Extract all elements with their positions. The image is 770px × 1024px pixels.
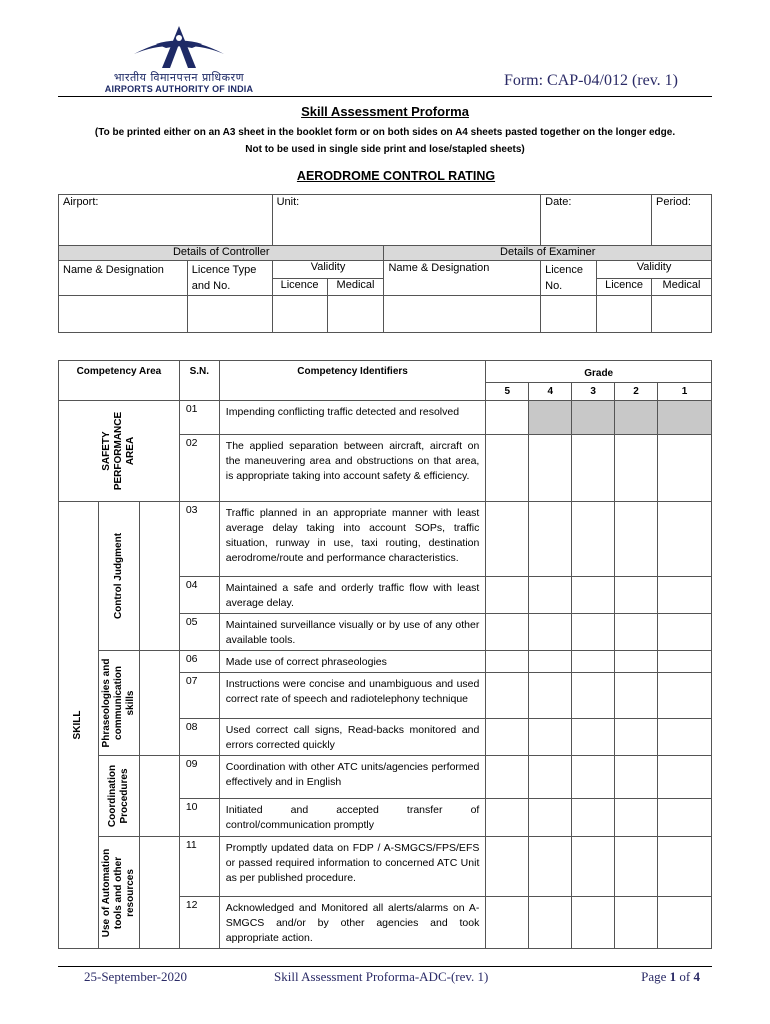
row-10-grade-5[interactable] [486, 799, 529, 837]
row-07-grade-4[interactable] [529, 673, 572, 719]
date-label: Date: [545, 196, 572, 208]
form-number: Form: CAP-04/012 (rev. 1) [503, 72, 678, 89]
examiner-validity-label: Validity [597, 261, 712, 279]
phraseologies-label: Phraseologies and communication skills [98, 651, 139, 756]
competency-table [58, 360, 712, 949]
row-09-grade-3[interactable] [572, 756, 615, 799]
aai-emblem-icon [132, 24, 226, 70]
row-04-grade-1[interactable] [658, 577, 712, 614]
grade-4-header: 4 [529, 383, 572, 401]
competency-area-header: Competency Area [59, 361, 180, 401]
row-01-grade-4[interactable] [529, 401, 572, 435]
row-02-identifier: The applied separation between aircraft, aircraft on the maneuvering area and obstructions on that area, is appropriate taking into account safety & efficiency. [219, 435, 486, 502]
row-10-grade-4[interactable] [529, 799, 572, 837]
row-09-identifier: Coordination with other ATC units/agencies performed effectively and in English [219, 756, 486, 799]
row-11-sn: 11 [179, 837, 219, 897]
airport-field[interactable] [59, 195, 273, 246]
skill-area-label: SKILL [59, 502, 99, 949]
row-02-grade-5[interactable] [486, 435, 529, 502]
period-field[interactable] [652, 195, 712, 246]
row-03-identifier: Traffic planned in an appropriate manner with least average delay taking into account SOPs, traffic situation, runway in use, taxi routing, destination aerodrome/route and performance characteristics. [219, 502, 486, 577]
row-05-identifier: Maintained surveillance visually or by use of any other available tools. [219, 614, 486, 651]
examiner-licence-input[interactable] [541, 296, 597, 333]
row-05-grade-3[interactable] [572, 614, 615, 651]
row-04-grade-2[interactable] [615, 577, 658, 614]
row-08-sn: 08 [179, 719, 219, 756]
row-01-grade-1[interactable] [658, 401, 712, 435]
row-03-grade-5[interactable] [486, 502, 529, 577]
automation-spacer [139, 837, 179, 949]
footer-document-name: Skill Assessment Proforma-ADC-(rev. 1) [274, 969, 489, 984]
page-title: Skill Assessment Proforma [301, 104, 469, 119]
footer-date: 25-September-2020 [84, 969, 187, 984]
row-08-identifier: Used correct call signs, Read-backs monitored and errors corrected quickly [219, 719, 486, 756]
row-05-grade-5[interactable] [486, 614, 529, 651]
examiner-details-header: Details of Examiner [384, 246, 712, 261]
row-11-identifier: Promptly updated data on FDP / A-SMGCS/FPS/EFS or passed required information to concerned ATC Unit as per published procedure. [219, 837, 486, 897]
controller-details-header: Details of Controller [59, 246, 384, 261]
row-09-grade-5[interactable] [486, 756, 529, 799]
row-04-grade-3[interactable] [572, 577, 615, 614]
controller-validity-label: Validity [272, 261, 384, 279]
row-05-grade-2[interactable] [615, 614, 658, 651]
row-02-grade-2[interactable] [615, 435, 658, 502]
header-divider [58, 96, 712, 97]
row-09-grade-4[interactable] [529, 756, 572, 799]
row-08-grade-3[interactable] [572, 719, 615, 756]
row-04-grade-5[interactable] [486, 577, 529, 614]
row-02-grade-1[interactable] [658, 435, 712, 502]
row-11-grade-3[interactable] [572, 837, 615, 897]
row-04-identifier: Maintained a safe and orderly traffic flow with least average delay. [219, 577, 486, 614]
row-12-grade-5[interactable] [486, 897, 529, 949]
details-table [58, 194, 712, 333]
row-01-grade-5[interactable] [486, 401, 529, 435]
row-07-grade-3[interactable] [572, 673, 615, 719]
controller-licence-validity-input[interactable] [272, 296, 327, 333]
row-08-grade-1[interactable] [658, 719, 712, 756]
row-08-grade-2[interactable] [615, 719, 658, 756]
unit-label: Unit: [276, 196, 300, 208]
coordination-procedures-label: Coordination Procedures [98, 756, 139, 837]
examiner-medical-validity-input[interactable] [652, 296, 712, 333]
row-03-grade-1[interactable] [658, 502, 712, 577]
row-12-identifier: Acknowledged and Monitored all alerts/alarms on A-SMGCS and/or by other agencies and took appropriate action. [219, 897, 486, 949]
row-03-sn: 03 [179, 502, 219, 577]
row-07-grade-2[interactable] [615, 673, 658, 719]
row-11-grade-1[interactable] [658, 837, 712, 897]
row-07-identifier: Instructions were concise and unambiguous and used correct rate of speech and radiotelephony technique [219, 673, 486, 719]
row-12-grade-2[interactable] [615, 897, 658, 949]
automation-tools-label: Use of Automation tools and other resources [98, 837, 139, 949]
examiner-licence-no-label: Licence No. [541, 261, 597, 296]
row-01-identifier: Impending conflicting traffic detected and resolved [219, 401, 486, 435]
row-07-sn: 07 [179, 673, 219, 719]
row-07-grade-1[interactable] [658, 673, 712, 719]
row-08-grade-5[interactable] [486, 719, 529, 756]
examiner-validity-licence-label: Licence [597, 278, 652, 296]
row-12-grade-1[interactable] [658, 897, 712, 949]
row-09-sn: 09 [179, 756, 219, 799]
row-01-sn: 01 [179, 401, 219, 435]
row-09-grade-1[interactable] [658, 756, 712, 799]
grade-1-header: 1 [658, 383, 712, 401]
row-10-grade-1[interactable] [658, 799, 712, 837]
row-04-grade-4[interactable] [529, 577, 572, 614]
examiner-name-designation-label: Name & Designation [384, 261, 541, 296]
page-of: of [676, 969, 694, 984]
row-12-grade-3[interactable] [572, 897, 615, 949]
row-06-sn: 06 [179, 651, 219, 673]
row-06-grade-1[interactable] [658, 651, 712, 673]
row-05-grade-4[interactable] [529, 614, 572, 651]
examiner-licence-validity-input[interactable] [597, 296, 652, 333]
row-11-grade-2[interactable] [615, 837, 658, 897]
grade-2-header: 2 [615, 383, 658, 401]
date-field[interactable] [541, 195, 652, 246]
row-10-sn: 10 [179, 799, 219, 837]
row-06-grade-3[interactable] [572, 651, 615, 673]
airport-label: Airport: [63, 196, 99, 208]
row-02-sn: 02 [179, 435, 219, 502]
row-06-grade-2[interactable] [615, 651, 658, 673]
rating-title: AERODROME CONTROL RATING [296, 169, 496, 183]
controller-name-input[interactable] [59, 296, 188, 333]
page-current: 1 [669, 969, 677, 984]
row-03-grade-4[interactable] [529, 502, 572, 577]
row-06-identifier: Made use of correct phraseologies [219, 651, 486, 673]
period-label: Period: [656, 196, 691, 208]
footer-divider [58, 966, 712, 967]
controller-name-designation-label: Name & Designation [59, 261, 188, 296]
row-03-grade-2[interactable] [615, 502, 658, 577]
print-instructions: (To be printed either on an A3 sheet in the booklet form or on both sides on A4 sheets pasted together on the longer edge. Not to be used in single side print and lose/stapled sheets) [94, 127, 676, 155]
logo-hindi-text: भारतीय विमानपत्तन प्राधिकरण [113, 71, 245, 84]
row-01-grade-2[interactable] [615, 401, 658, 435]
coordination-spacer [139, 756, 179, 837]
row-01-grade-3[interactable] [572, 401, 615, 435]
logo-english-text: AIRPORTS AUTHORITY OF INDIA [104, 84, 254, 94]
row-04-sn: 04 [179, 577, 219, 614]
examiner-name-input[interactable] [384, 296, 541, 333]
row-12-grade-4[interactable] [529, 897, 572, 949]
safety-performance-area-label: SAFETY PERFORMANCE AREA [59, 401, 180, 502]
row-08-grade-4[interactable] [529, 719, 572, 756]
control-judgment-spacer [139, 502, 179, 651]
row-03-grade-3[interactable] [572, 502, 615, 577]
row-05-grade-1[interactable] [658, 614, 712, 651]
row-02-grade-4[interactable] [529, 435, 572, 502]
row-10-grade-2[interactable] [615, 799, 658, 837]
competency-identifiers-header: Competency Identifiers [219, 361, 486, 401]
examiner-validity-medical-label: Medical [652, 278, 712, 296]
page-total: 4 [693, 969, 700, 984]
row-07-grade-5[interactable] [486, 673, 529, 719]
controller-medical-validity-input[interactable] [327, 296, 384, 333]
grade-5-header: 5 [486, 383, 529, 401]
row-09-grade-2[interactable] [615, 756, 658, 799]
row-06-grade-4[interactable] [529, 651, 572, 673]
grade-3-header: 3 [572, 383, 615, 401]
row-11-grade-5[interactable] [486, 837, 529, 897]
phraseologies-spacer [139, 651, 179, 756]
footer-page-number [641, 969, 700, 985]
controller-licence-input[interactable] [187, 296, 272, 333]
page-prefix: Page [641, 969, 670, 984]
row-10-identifier: Initiated and accepted transfer of control/communication promptly [219, 799, 486, 837]
row-11-grade-4[interactable] [529, 837, 572, 897]
licence-type-label: Licence Type and No. [187, 261, 272, 296]
sn-header: S.N. [179, 361, 219, 401]
row-10-grade-3[interactable] [572, 799, 615, 837]
control-judgment-label: Control Judgment [98, 502, 139, 651]
row-06-grade-5[interactable] [486, 651, 529, 673]
controller-validity-medical-label: Medical [327, 278, 384, 296]
row-05-sn: 05 [179, 614, 219, 651]
row-12-sn: 12 [179, 897, 219, 949]
grade-header: Grade [486, 361, 712, 383]
controller-validity-licence-label: Licence [272, 278, 327, 296]
row-02-grade-3[interactable] [572, 435, 615, 502]
aai-logo [104, 24, 254, 96]
unit-field[interactable] [272, 195, 541, 246]
